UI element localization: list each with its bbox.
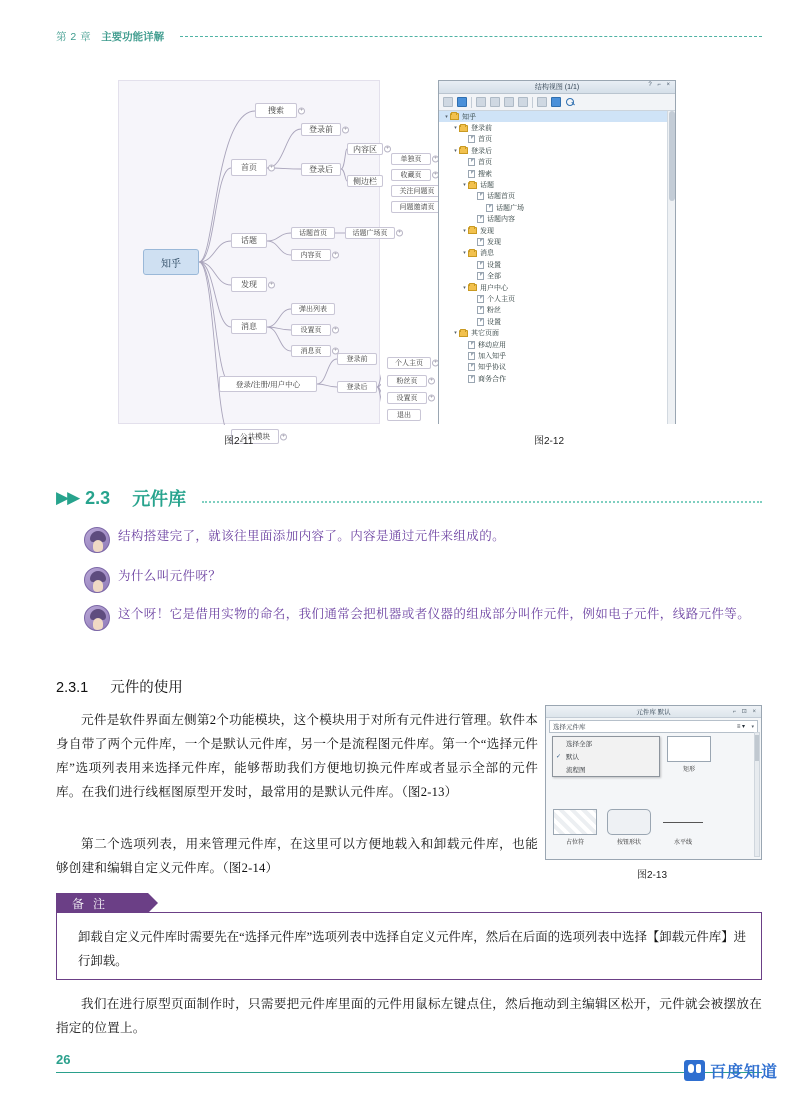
- mindmap-node: [391, 185, 443, 197]
- expand-icon[interactable]: +: [342, 126, 349, 133]
- tree-row[interactable]: [439, 179, 675, 190]
- widgets-panel-figure: [545, 705, 762, 860]
- chevron-down-icon[interactable]: ▾: [751, 723, 754, 730]
- toolbar-divider: [471, 97, 472, 108]
- widget-horizontal-line-label: 水平线: [673, 840, 692, 846]
- tree-row-label: 粉丝: [487, 307, 501, 315]
- generate-icon[interactable]: [551, 97, 561, 107]
- tree-row[interactable]: [439, 316, 675, 327]
- widget-horizontal-line[interactable]: [661, 809, 705, 855]
- tree-row[interactable]: [439, 214, 675, 225]
- figure-area: [56, 72, 762, 452]
- tree-row-label: 用户中心: [480, 284, 508, 292]
- mindmap-node-label: 个人主页: [395, 360, 423, 367]
- page-icon: [468, 158, 475, 166]
- mindmap-node: [219, 376, 317, 392]
- chevron-down-icon[interactable]: ▾: [463, 250, 466, 257]
- select-library-icons[interactable]: ≡ ▾: [736, 724, 745, 730]
- mindmap-node-label: 公共模块: [240, 432, 270, 441]
- section-dot-rule: [202, 501, 762, 503]
- mindmap-node-label: 搜索: [268, 106, 284, 115]
- page-icon: [468, 170, 475, 178]
- mindmap-node: [387, 392, 433, 404]
- mindmap-node-label: 话题首页: [299, 230, 327, 237]
- subsection-heading: [56, 676, 183, 697]
- mindmap-node: [391, 169, 437, 181]
- mindmap-node-label: 内容区: [353, 144, 377, 154]
- mindmap-node-label: 话题: [241, 236, 257, 245]
- tree-rows: [439, 111, 675, 384]
- page-icon: [477, 318, 484, 326]
- expand-icon[interactable]: +: [332, 327, 339, 334]
- mindmap-node-label: 粉丝页: [396, 378, 418, 385]
- widgets-panel-titlebar: [546, 706, 761, 718]
- expand-icon[interactable]: +: [428, 395, 435, 402]
- tree-row-label: 个人主页: [487, 295, 515, 303]
- folder-icon: [468, 250, 477, 257]
- tree-row[interactable]: [439, 362, 675, 373]
- section-arrow-icon: ▶▶: [56, 488, 79, 507]
- mindmap-node-label: 消息页: [300, 348, 322, 355]
- running-head-chapter: 第 2 章: [56, 30, 92, 43]
- menu-item-select-all[interactable]: 选择全部: [566, 741, 592, 748]
- mindmap-node: [291, 345, 337, 357]
- dialogue-text: 结构搭建完了，就该往里面添加内容了。内容是通过元件来组成的。: [118, 529, 506, 543]
- widget-grid-bottom: [549, 809, 758, 855]
- search-icon[interactable]: [565, 97, 575, 107]
- tree-row[interactable]: [439, 191, 675, 202]
- widget-rectangle-preview[interactable]: [667, 736, 711, 762]
- running-head-title: 主要功能详解: [101, 30, 165, 43]
- mindmap-node-label: 消息: [241, 322, 257, 331]
- tree-row[interactable]: [439, 134, 675, 145]
- tree-row-label: 话题广场: [496, 204, 524, 212]
- indent-right-icon[interactable]: [518, 97, 528, 107]
- tree-row[interactable]: [439, 111, 675, 122]
- new-folder-icon[interactable]: [457, 97, 467, 107]
- tree-row-label: 商务合作: [478, 375, 506, 383]
- widget-button-shape[interactable]: [607, 809, 651, 855]
- paragraph-2: 第二个选项列表，用来管理元件库，在这里可以方便地载入和卸载元件库，也能够创建和编辑自定义元件库。（图2-14）: [56, 837, 538, 875]
- move-down-icon[interactable]: [490, 97, 500, 107]
- toolbar-divider: [532, 97, 533, 108]
- page-icon: [468, 135, 475, 143]
- running-head-rule: [180, 36, 762, 37]
- page-icon: [477, 261, 484, 269]
- brand-name: 百度知道: [709, 1063, 778, 1081]
- widget-button-shape-preview[interactable]: [607, 809, 651, 835]
- subsection-number: 2.3.1: [56, 680, 89, 696]
- dialogue-text: 这个呀！它是借用实物的命名，我们通常会把机器或者仪器的组成部分叫作元件，例如电子元件，线路元件等。: [118, 607, 751, 621]
- dialogue-line-2: [84, 567, 762, 593]
- note-text: 卸载自定义元件库时需要先在“选择元件库”选项列表中选择自定义元件库，然后在后面的选项列表中选择【卸载元件库】进行卸载。: [78, 930, 746, 968]
- expand-icon[interactable]: +: [268, 281, 275, 288]
- tree-row-label: 登录前: [471, 125, 492, 133]
- page-icon: [486, 204, 493, 212]
- tree-row[interactable]: [439, 327, 675, 338]
- page-icon: [477, 295, 484, 303]
- mindmap-node-label: 登录前: [346, 356, 368, 363]
- page-icon: [477, 215, 484, 223]
- tree-toolbar: [439, 94, 675, 111]
- expand-icon[interactable]: +: [428, 378, 435, 385]
- mindmap-node-label: 弹出列表: [299, 306, 327, 313]
- mindmap-node: [231, 233, 267, 248]
- tree-row-label: 移动应用: [478, 341, 506, 349]
- widget-button-shape-label: 按钮形状: [616, 840, 641, 846]
- avatar: [84, 527, 110, 553]
- menu-item-default[interactable]: ✓ 默认: [553, 750, 659, 763]
- tree-row[interactable]: [439, 305, 675, 316]
- tree-row[interactable]: [439, 122, 675, 133]
- widgets-panel-title: 元件库 默认: [636, 709, 671, 716]
- tree-row-label: 全部: [487, 273, 501, 281]
- tree-row[interactable]: [439, 293, 675, 304]
- mindmap-node-label: 登录前: [309, 125, 333, 134]
- folder-icon: [459, 330, 468, 337]
- folder-icon: [459, 125, 468, 132]
- mindmap-node: [231, 319, 267, 334]
- window-buttons[interactable]: ? ⌐ ×: [648, 82, 672, 88]
- chevron-down-icon[interactable]: ▾: [445, 113, 448, 120]
- widget-rectangle-label: 矩形: [682, 767, 695, 773]
- figure-caption-2-11: 图2-11: [224, 436, 254, 447]
- avatar: [84, 605, 110, 631]
- select-library-label: 选择元件库: [553, 724, 586, 731]
- tree-row-label: 首页: [478, 136, 492, 144]
- mindmap-node-label: 退出: [397, 412, 411, 419]
- expand-icon[interactable]: +: [280, 433, 287, 440]
- new-page-icon[interactable]: [443, 97, 453, 107]
- mindmap-node-label: 话题广场页: [352, 230, 388, 237]
- mindmap-node-label: 登录后: [309, 165, 333, 174]
- widget-placeholder-label: 占位符: [565, 840, 584, 846]
- tree-row[interactable]: [439, 202, 675, 213]
- section-heading: [56, 485, 762, 511]
- indent-left-icon[interactable]: [504, 97, 514, 107]
- scrollbar-thumb[interactable]: [755, 735, 759, 761]
- page-icon: [468, 341, 475, 349]
- mindmap-node-label: 首页: [241, 163, 257, 172]
- expand-icon[interactable]: +: [384, 146, 391, 153]
- tree-row-label: 话题: [480, 182, 494, 190]
- expand-icon[interactable]: +: [396, 230, 403, 237]
- page-number: 26: [56, 1052, 71, 1067]
- mindmap-node: [345, 227, 401, 239]
- page-icon: [468, 352, 475, 360]
- running-head: [56, 28, 762, 44]
- mindmap-node: [387, 357, 437, 369]
- note-tag: 备 注: [56, 893, 148, 914]
- mindmap-node: [291, 249, 337, 261]
- select-library-dropdown[interactable]: [549, 720, 758, 733]
- structure-view-window: [438, 80, 676, 424]
- mindmap-node: [231, 159, 273, 176]
- page-icon: [477, 306, 484, 314]
- subsection-title: 元件的使用: [110, 680, 183, 696]
- expand-icon[interactable]: +: [332, 348, 339, 355]
- tree-row-label: 知乎: [462, 113, 476, 121]
- mindmap-node: [291, 324, 337, 336]
- mindmap-node: [347, 143, 389, 155]
- tree-row-label: 其它页面: [471, 330, 499, 338]
- footer-rule: [56, 1072, 762, 1073]
- chevron-down-icon[interactable]: ▾: [454, 125, 457, 132]
- mindmap-node-label: 设置页: [396, 395, 418, 402]
- tree-row[interactable]: [439, 350, 675, 361]
- tree-row-label: 加入知乎: [478, 352, 506, 360]
- mindmap-node: [391, 153, 437, 165]
- expand-icon[interactable]: +: [432, 360, 439, 367]
- tree-row-label: 话题内容: [487, 216, 515, 224]
- tree-row-label: 设置: [487, 318, 501, 326]
- widgets-panel-scrollbar[interactable]: [754, 732, 760, 857]
- mindmap-node: [347, 175, 383, 187]
- tree-row-label: 消息: [480, 250, 494, 258]
- page-icon: [477, 272, 484, 280]
- tree-row-label: 搜索: [478, 170, 492, 178]
- widget-placeholder-preview[interactable]: [553, 809, 597, 835]
- page-icon: [468, 375, 475, 383]
- folder-icon: [468, 284, 477, 291]
- tree-row-label: 发现: [487, 238, 501, 246]
- folder-icon: [450, 113, 459, 120]
- mindmap-node: [301, 123, 347, 136]
- scrollbar-thumb[interactable]: [669, 111, 675, 201]
- page-icon: [477, 192, 484, 200]
- paragraph-3: 我们在进行原型页面制作时，只需要把元件库里面的元件用鼠标左键点住，然后拖动到主编辑区松开，元件就会被摆放在指定的位置上。: [56, 997, 762, 1035]
- mindmap-node-label: 设置页: [300, 327, 322, 334]
- dialogue-text: 为什么叫元件呀？: [118, 569, 222, 583]
- expand-icon[interactable]: +: [432, 156, 439, 163]
- chevron-down-icon[interactable]: ▾: [454, 330, 457, 337]
- section-number: 2.3: [85, 487, 111, 508]
- tree-row[interactable]: [439, 225, 675, 236]
- mindmap-node-label: 关注问题页: [399, 188, 435, 195]
- chevron-down-icon[interactable]: ▾: [454, 147, 457, 154]
- mindmap-node-label: 内容页: [300, 252, 322, 259]
- mindmap-node: [337, 381, 377, 393]
- tree-row-label: 登录后: [471, 147, 492, 155]
- tree-row-label: 知乎协议: [478, 364, 506, 372]
- expand-icon[interactable]: +: [432, 172, 439, 179]
- paragraph-1: 元件是软件界面左侧第2个功能模块，这个模块用于对所有元件进行管理。软件本身自带了两个元件库，一个是默认元件库，另一个是流程图元件库。第一个“选择元件库”选项列表用来选择元件库，能够帮助我们方便地切换元件库或者显示全部的元件库。在我们进行线框图原型开发时，最常用的是默认元件库。（图2-13）: [56, 713, 538, 799]
- figure-caption-2-13: 图2-13: [637, 870, 668, 881]
- tree-row[interactable]: [439, 259, 675, 270]
- section-title: 元件库: [132, 489, 187, 509]
- mindmap-node: [291, 303, 335, 315]
- hline-icon: [663, 822, 703, 823]
- chevron-down-icon[interactable]: ▾: [463, 284, 466, 291]
- mindmap-node-label: 登录后: [346, 384, 368, 391]
- widget-placeholder[interactable]: [553, 809, 597, 855]
- mindmap-node-label: 问题邀请页: [399, 204, 435, 211]
- tree-row[interactable]: [439, 145, 675, 156]
- tree-row-label: 首页: [478, 159, 492, 167]
- move-up-icon[interactable]: [476, 97, 486, 107]
- brand-mark-icon: [684, 1060, 705, 1081]
- tree-row[interactable]: [439, 339, 675, 350]
- mindmap-figure: [118, 80, 437, 441]
- tree-row[interactable]: [439, 157, 675, 168]
- dialogue-line-3: [84, 605, 762, 631]
- delete-icon[interactable]: [537, 97, 547, 107]
- tree-row[interactable]: [439, 168, 675, 179]
- tree-row[interactable]: [439, 236, 675, 247]
- mindmap-node: [391, 201, 443, 213]
- figure-caption-2-12: 图2-12: [534, 436, 565, 447]
- widget-horizontal-line-preview[interactable]: [661, 809, 705, 835]
- tree-row[interactable]: [439, 282, 675, 293]
- mindmap-node-label: 侧边栏: [353, 176, 377, 186]
- folder-icon: [468, 227, 477, 234]
- mindmap-node-label: 单独页: [400, 156, 422, 163]
- expand-icon[interactable]: +: [332, 252, 339, 259]
- brand-logo: [684, 1058, 778, 1082]
- tree-row[interactable]: [439, 373, 675, 384]
- mindmap-node: [291, 227, 335, 239]
- mindmap-root-node: 知乎: [143, 249, 199, 275]
- dialogue-line-1: [84, 527, 762, 553]
- folder-icon: [468, 182, 477, 189]
- tree-row-label: 设置: [487, 261, 501, 269]
- tree-row-label: 话题首页: [487, 193, 515, 201]
- mindmap-node-label: 发现: [241, 280, 257, 289]
- library-dropdown-menu[interactable]: [552, 736, 660, 777]
- page-icon: [468, 363, 475, 371]
- tree-scrollbar[interactable]: [667, 111, 675, 424]
- expand-icon[interactable]: +: [298, 107, 305, 114]
- mindmap-node: [337, 353, 377, 365]
- mindmap-node: [231, 277, 273, 292]
- mindmap-node: [387, 375, 433, 387]
- tree-row[interactable]: [439, 270, 675, 281]
- window-title: 结构视图 (1/1): [534, 84, 580, 91]
- mindmap-node: [387, 409, 421, 421]
- tree-body[interactable]: [439, 111, 675, 424]
- mindmap-node: [255, 103, 303, 118]
- expand-icon[interactable]: +: [268, 164, 275, 171]
- page-icon: [477, 238, 484, 246]
- chevron-down-icon[interactable]: ▾: [463, 227, 466, 234]
- avatar: [84, 567, 110, 593]
- menu-item-flow[interactable]: 流程图: [566, 767, 586, 774]
- mindmap-node-label: 收藏页: [400, 172, 422, 179]
- tree-row[interactable]: [439, 248, 675, 259]
- chevron-down-icon[interactable]: ▾: [463, 182, 466, 189]
- folder-icon: [459, 147, 468, 154]
- tree-row-label: 发现: [480, 227, 494, 235]
- widgets-panel-window-buttons[interactable]: ⌐ ⊡ ×: [732, 709, 758, 715]
- mindmap-node: [301, 163, 341, 176]
- mindmap-node-label: 登录/注册/用户中心: [235, 379, 301, 389]
- window-titlebar: [439, 81, 675, 94]
